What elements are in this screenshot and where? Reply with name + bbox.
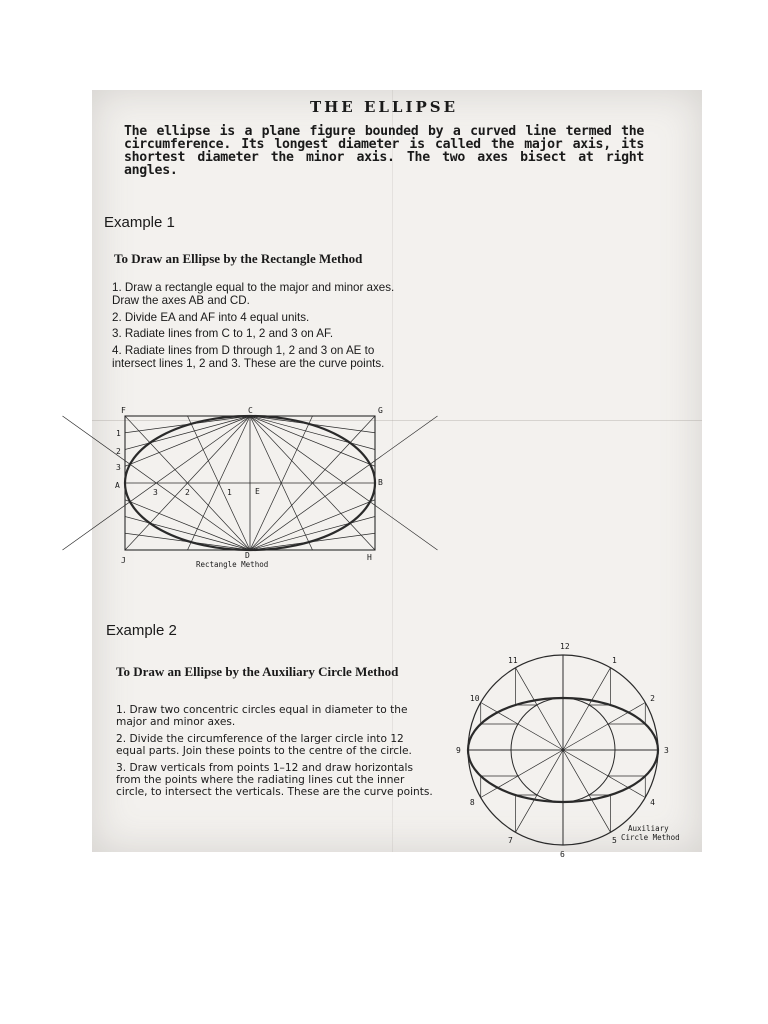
side-division-3: 3 xyxy=(116,463,121,472)
axis-division-2: 2 xyxy=(185,488,190,497)
side-division-2: 2 xyxy=(116,447,121,456)
point-label-11: 11 xyxy=(508,655,518,665)
step-2: 2. Divide EA and AF into 4 equal units. xyxy=(112,310,310,324)
label-D: D xyxy=(245,551,250,560)
point-label-7: 7 xyxy=(508,836,513,846)
figure-caption: Rectangle Method xyxy=(196,560,269,569)
label-A: A xyxy=(115,481,120,490)
point-label-2: 2 xyxy=(650,694,655,703)
radiating-line xyxy=(125,500,250,550)
axis-division-3: 3 xyxy=(153,488,158,497)
auxiliary-method-steps xyxy=(116,704,434,803)
step-3: 3. Radiate lines from C to 1, 2 and 3 on AF. xyxy=(112,327,334,341)
point-label-6: 6 xyxy=(560,850,565,859)
label-B: B xyxy=(378,478,383,487)
step-3: 3. Draw verticals from points 1–12 and draw horizontals from the points where the radiating lines cut the inner circle, to intersect the verticals. These are the curve points. xyxy=(116,761,433,799)
point-label-10: 10 xyxy=(469,694,480,703)
auxiliary-method-title: To Draw an Ellipse by the Auxiliary Circle Method xyxy=(116,664,399,679)
point-label-9: 9 xyxy=(456,746,461,755)
point-label-8: 8 xyxy=(469,798,475,807)
figure-caption-line-2: Circle Method xyxy=(621,833,680,842)
example-2-heading: Example 2 xyxy=(106,622,177,639)
label-F: F xyxy=(121,406,126,415)
point-label-4: 4 xyxy=(650,798,655,807)
label-E: E xyxy=(255,487,260,496)
figure-caption-line-1: Auxiliary xyxy=(628,824,669,833)
example-1-heading: Example 1 xyxy=(104,214,175,231)
axis-division-1: 1 xyxy=(227,488,232,497)
point-label-5: 5 xyxy=(612,836,617,846)
radiating-line xyxy=(125,416,250,466)
side-division-1: 1 xyxy=(116,429,121,438)
step-4: 4. Radiate lines from D through 1, 2 and 3 on AE to intersect lines 1, 2 and 3. These are the curve points. xyxy=(112,344,385,370)
point-label-3: 3 xyxy=(664,746,669,755)
label-G: G xyxy=(378,406,383,415)
point-label-12: 12 xyxy=(560,642,570,651)
step-1: 1. Draw two concentric circles equal in diameter to the major and minor axes. xyxy=(116,704,408,729)
step-2: 2. Divide the circumference of the larger circle into 12 equal parts. Join these points to the centre of the circle. xyxy=(116,732,412,758)
rectangle-method-title: To Draw an Ellipse by the Rectangle Method xyxy=(114,251,363,266)
radiating-line xyxy=(125,517,250,551)
label-J: J xyxy=(121,556,126,565)
radiating-line xyxy=(250,416,375,450)
label-C: C xyxy=(248,406,253,415)
point-label-1: 1 xyxy=(612,655,617,665)
radiating-line xyxy=(125,416,250,450)
label-H: H xyxy=(367,553,372,562)
radiating-line xyxy=(250,500,375,550)
intro-paragraph: The ellipse is a plane figure bounded by a curved line termed the circumference. Its longest diameter is called the major axis, its shortest diameter the minor axis. The two axes bisect at right angles. xyxy=(124,124,644,178)
radiating-line xyxy=(250,517,375,551)
radiating-line xyxy=(250,416,375,466)
step-1: 1. Draw a rectangle equal to the major and minor axes. Draw the axes AB and CD. xyxy=(112,281,395,307)
page-title: THE ELLIPSE xyxy=(309,98,459,116)
